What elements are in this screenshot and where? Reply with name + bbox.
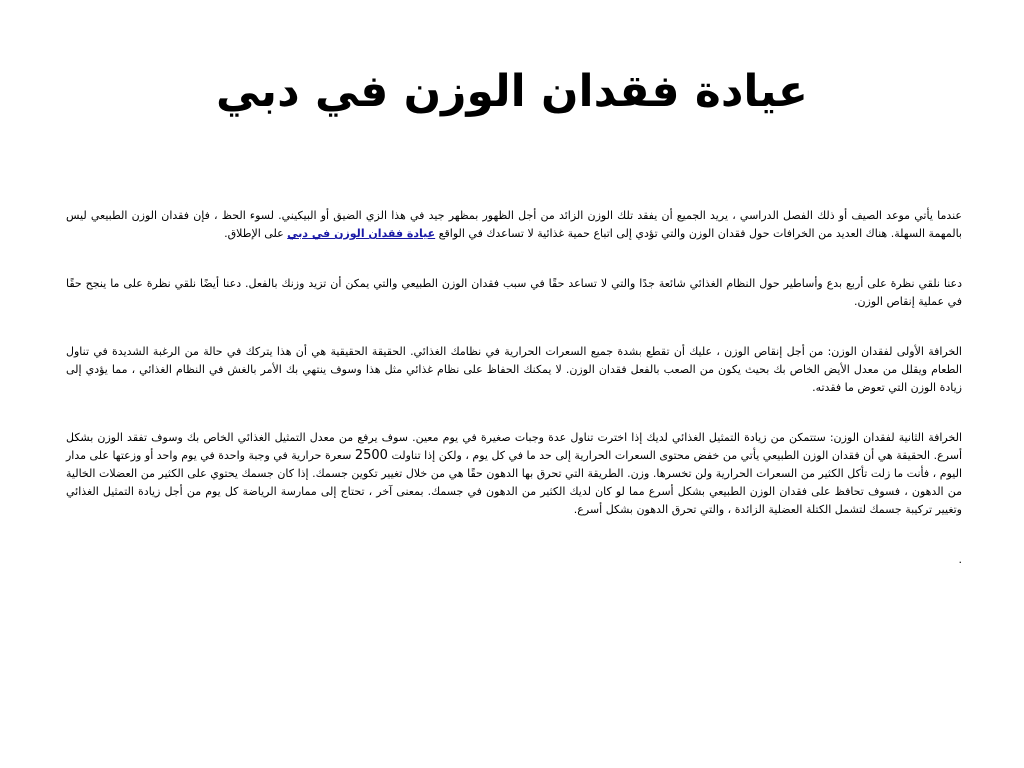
page-title: عيادة فقدان الوزن في دبي bbox=[216, 66, 808, 117]
paragraph-myth-one: الخرافة الأولى لفقدان الوزن: من أجل إنقاص الوزن ، عليك أن تقطع بشدة جميع السعرات الحرارية في نظامك الغذائي. الحقيقة الحقيقية هي أن هذا يتركك في حالة من الرغبة الشديدة في تناول الطعام ويقلل من معدل الأيض الخاص بك بحيث يكون من الصعب بالفعل فقدان الوزن. لا يمكنك الحفاظ على نظام غذائي مثل هذا وسوف ينتهي بك الأمر بالغش في النظام الغذائي ، مما يؤدي إلى زيادة الوزن التي تعوض ما فقدته. bbox=[66, 345, 962, 394]
article-body bbox=[66, 207, 962, 569]
paragraph-myth-two bbox=[66, 429, 962, 519]
paragraph-myths-overview: دعنا نلقي نظرة على أربع بدع وأساطير حول النظام الغذائي شائعة جدًا والتي لا تساعد حقًا في سبب فقدان الوزن الطبيعي والتي يمكن أن تزيد وزنك بالفعل. دعنا أيضًا نلقي نظرة على ما ينجح حقًا في عملية إنقاص الوزن. bbox=[66, 277, 962, 308]
paragraph-trailing-dot: . bbox=[958, 553, 962, 566]
paragraph-myth-two-text: الخرافة الثانية لفقدان الوزن: ستتمكن من زيادة التمثيل الغذائي لديك إذا اخترت تناول عدة وجبات صغيرة في يوم معين. سوف يرفع من معدل التمثيل الغذائي الخاص بك وسوف تفقد الوزن بشكل أسرع. الحقيقة هي أن فقدان الوزن الطبيعي يأتي من خفض محتوى السعرات الحرارية إلى حد ما في كل يوم ، ولكن إذا تناولت bbox=[66, 431, 962, 462]
paragraph-intro-end: على الإطلاق. bbox=[224, 227, 288, 240]
paragraph-intro bbox=[66, 207, 962, 243]
calorie-number: 2500 bbox=[354, 448, 388, 463]
paragraph-intro-text: عندما يأتي موعد الصيف أو ذلك الفصل الدراسي ، يريد الجميع أن يفقد تلك الوزن الزائد من أجل الظهور بمظهر جيد في هذا الزي الضيق أو البيكيني. لسوء الحظ ، فإن فقدان الوزن الطبيعي ليس بالمهمة السهلة. هناك العديد من الخرافات حول فقدان الوزن والتي تؤدي إلى اتباع حمية غذائية لا تساعدك في الواقع bbox=[66, 209, 962, 240]
weight-loss-clinic-link[interactable]: عيادة فقدان الوزن في دبي bbox=[287, 227, 436, 240]
paragraph-myth-two-end: سعرة حرارية في وجبة واحدة في يوم واحد أو وزعتها على مدار اليوم ، فأنت ما زلت تأكل الكثير من السعرات الحرارية ولن تخسرها. وزن. الطريقة التي تحرق بها الدهون حقًا هي من خلال تغيير تكوين جسمك. إذا كان جسمك يحتوي على الكثير من العضلات الخالية من الدهون ، فسوف تحافظ على فقدان الوزن الطبيعي بشكل أسرع مما لو كان لديك الكثير من الدهون في جسمك. بمعنى آخر ، تحتاج إلى ممارسة الرياضة كل يوم من أجل زيادة التمثيل الغذائي وتغيير تركيبة جسمك لتشمل الكتلة العضلية الزائدة ، والتي تحرق الدهون بشكل أسرع. bbox=[66, 449, 962, 516]
